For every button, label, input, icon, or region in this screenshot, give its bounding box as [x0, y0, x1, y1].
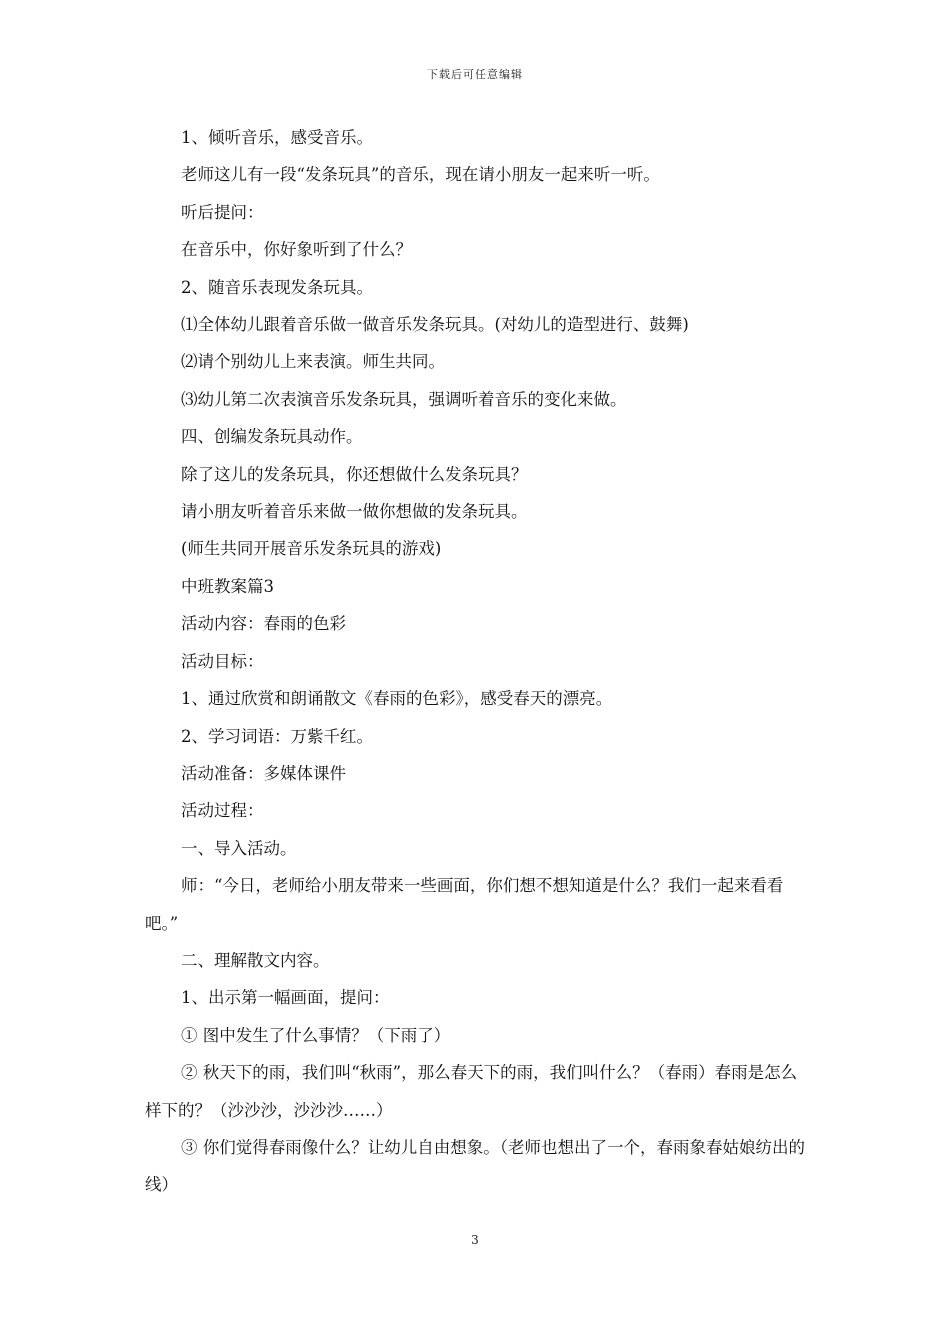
paragraph: ③ 你们觉得春雨像什么？让幼儿自由想象。（老师也想出了一个，春雨象春姑娘纺出的线） — [145, 1137, 805, 1195]
paragraph: 2、学习词语：万紫千红。 — [181, 726, 373, 746]
paragraph: 二、理解散文内容。 — [181, 950, 330, 970]
paragraph: ⑴全体幼儿跟着音乐做一做音乐发条玩具。(对幼儿的造型进行、鼓舞) — [181, 315, 689, 335]
paragraph: ① 图中发生了什么事情？（下雨了） — [181, 1025, 451, 1045]
paragraph: 活动准备：多媒体课件 — [181, 763, 346, 783]
paragraph: 活动过程： — [181, 801, 264, 821]
paragraph: 1、倾听音乐，感受音乐。 — [181, 128, 373, 147]
paragraph: 1、出示第一幅画面，提问： — [181, 988, 390, 1008]
paragraph: 四、创编发条玩具动作。 — [181, 427, 363, 447]
paragraph: 除了这儿的发条玩具，你还想做什么发条玩具？ — [181, 464, 528, 484]
paragraph: 在音乐中，你好象听到了什么？ — [181, 240, 412, 260]
paragraph: 听后提问： — [181, 202, 264, 222]
paragraph: 活动内容：春雨的色彩 — [181, 614, 346, 634]
paragraph: ⑵请个别幼儿上来表演。师生共同。 — [181, 352, 445, 372]
paragraph: ⑶幼儿第二次表演音乐发条玩具，强调听着音乐的变化来做。 — [181, 389, 627, 409]
paragraph: 请小朋友听着音乐来做一做你想做的发条玩具。 — [181, 502, 528, 522]
paragraph: 师：“今日，老师给小朋友带来一些画面，你们想不想知道是什么？我们一起来看看吧。” — [145, 876, 784, 933]
paragraph: 1、通过欣赏和朗诵散文《春雨的色彩》，感受春天的漂亮。 — [181, 689, 613, 709]
section-heading: 中班教案篇3 — [181, 576, 274, 596]
paragraph: 老师这儿有一段“发条玩具”的音乐，现在请小朋友一起来听一听。 — [181, 165, 660, 185]
paragraph: 一、导入活动。 — [181, 838, 297, 858]
document-body — [145, 119, 807, 1204]
paragraph: ② 秋天下的雨，我们叫“秋雨”，那么春天下的雨，我们叫什么？（春雨）春雨是怎么样下的？（沙沙沙，沙沙沙……） — [145, 1063, 798, 1120]
paragraph: 2、随音乐表现发条玩具。 — [181, 277, 373, 297]
paragraph: 活动目标： — [181, 651, 264, 671]
paragraph: (师生共同开展音乐发条玩具的游戏) — [181, 539, 442, 559]
page-header: 下载后可任意编辑 — [427, 68, 523, 81]
page-number: 3 — [471, 1233, 479, 1247]
